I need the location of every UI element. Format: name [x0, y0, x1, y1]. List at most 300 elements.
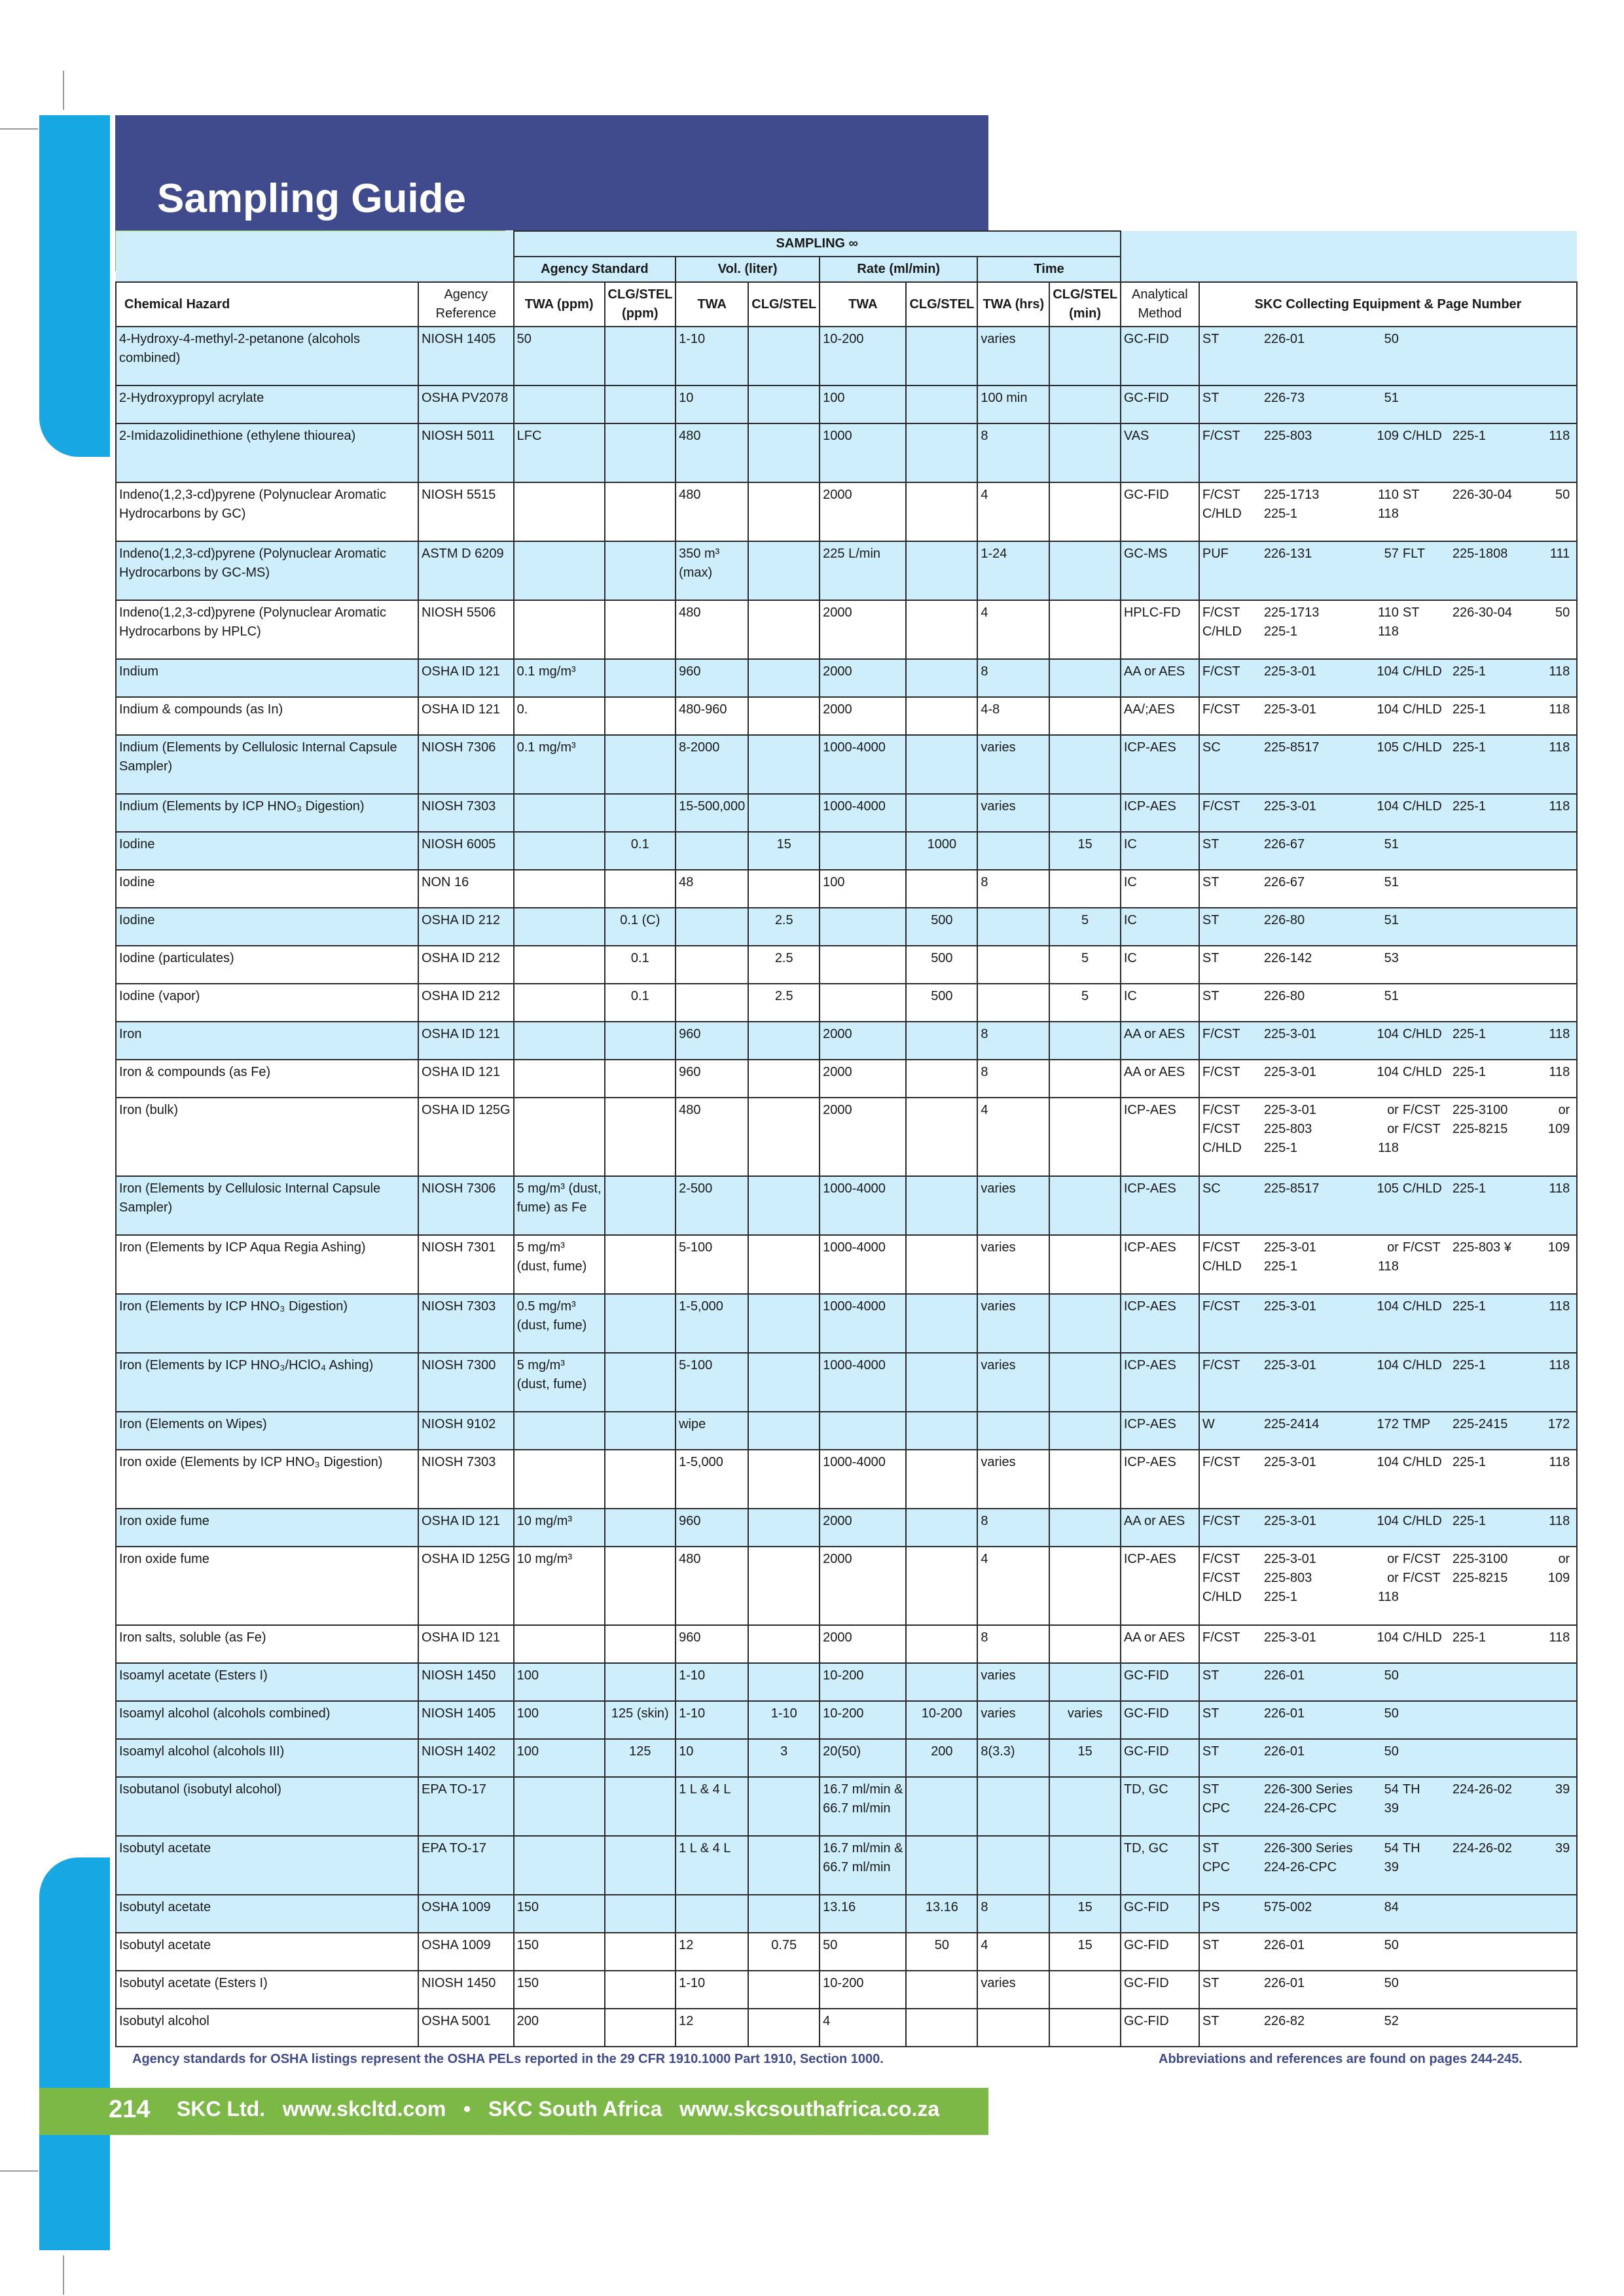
equipment-item: 225-2414 [1263, 1417, 1320, 1431]
equipment-item: 575-002 [1263, 1900, 1312, 1914]
equipment-item: 225-2415 [1452, 1417, 1508, 1431]
clg-stel-cell [605, 1509, 676, 1547]
equipment-item: W [1202, 1417, 1215, 1431]
equipment-item: F/CST [1202, 1514, 1240, 1528]
equipment-item: 118 [1549, 1065, 1570, 1079]
equipment-item: 118 [1549, 1630, 1570, 1645]
vol-clg-cell [748, 735, 820, 794]
table-row [116, 1022, 1577, 1060]
table-row [116, 1777, 1577, 1836]
vol-twa-cell [676, 946, 748, 984]
equipment-cell [1199, 1895, 1577, 1933]
equipment-item [1548, 1974, 1574, 1993]
equipment-item: 225-3-01 [1263, 1103, 1316, 1117]
time-twa-cell: 8 [977, 1509, 1049, 1547]
rate-twa-cell: 4 [820, 2009, 906, 2047]
vol-twa-cell: 12 [676, 2009, 748, 2047]
time-clg-cell [1049, 386, 1121, 423]
agency-ref-cell: NIOSH 7303 [418, 1294, 514, 1353]
clg-stel-cell [605, 386, 676, 423]
time-twa-cell: 1-24 [977, 541, 1049, 600]
equipment-item [1548, 505, 1574, 524]
equipment-item: or [1387, 1103, 1399, 1117]
agency-ref-cell: NON 16 [418, 870, 514, 908]
equipment-item: 39 [1384, 1860, 1399, 1874]
equipment-cell [1199, 794, 1577, 832]
method-cell: GC-FID [1121, 1701, 1199, 1739]
twa-ppm-cell [514, 1060, 605, 1098]
sampling-table [115, 230, 1578, 2047]
equipment-item: F/CST [1202, 1065, 1240, 1079]
equipment-item: 225-1 [1452, 1514, 1487, 1528]
equipment-item: 225-8517 [1263, 1181, 1320, 1196]
time-clg-cell: 15 [1049, 832, 1121, 870]
equipment-item: F/CST [1202, 1027, 1240, 1041]
equipment-item: ST [1202, 1668, 1219, 1683]
rate-clg-cell: 500 [906, 908, 977, 946]
vol-clg-cell: 2.5 [748, 946, 820, 984]
method-cell: ICP-AES [1121, 1353, 1199, 1412]
clg-stel-cell: 0.1 [605, 832, 676, 870]
time-twa-cell: varies [977, 735, 1049, 794]
rate-clg-cell [906, 386, 977, 423]
twa-ppm-cell: 5 mg/m³ (dust, fume) [514, 1353, 605, 1412]
twa-ppm-cell [514, 908, 605, 946]
vol-twa-cell: 480 [676, 600, 748, 659]
equipment-item: 225-3-01 [1263, 1514, 1316, 1528]
equipment-cell [1199, 1412, 1577, 1450]
twa-ppm-cell [514, 600, 605, 659]
equipment-item: ST [1202, 989, 1219, 1003]
method-cell: GC-FID [1121, 1971, 1199, 2009]
equipment-item: 118 [1377, 507, 1399, 521]
method-cell: IC [1121, 832, 1199, 870]
equipment-item: 225-803 [1263, 1571, 1312, 1585]
equipment-item [1548, 1742, 1574, 1761]
agency-ref-cell: OSHA 5001 [418, 2009, 514, 2047]
rate-twa-cell [820, 946, 906, 984]
rate-clg-cell [906, 1777, 977, 1836]
time-clg-cell [1049, 659, 1121, 697]
twa-ppm-cell: 0. [514, 697, 605, 735]
equipment-item [1548, 1898, 1574, 1917]
equipment-cell [1199, 1294, 1577, 1353]
equipment-cell [1199, 1547, 1577, 1625]
equipment-item: 226-300 Series [1263, 1841, 1353, 1856]
equipment-item: 118 [1549, 664, 1570, 679]
method-cell: IC [1121, 870, 1199, 908]
equipment-item: 109 [1547, 1240, 1570, 1255]
clg-stel-cell [605, 1625, 676, 1663]
equipment-item: 39 [1555, 1782, 1570, 1797]
clg-stel-cell [605, 1450, 676, 1509]
chemical-cell: Isoamyl alcohol (alcohols III) [116, 1739, 418, 1777]
rate-clg-cell [906, 1625, 977, 1663]
equipment-item: 225-1 [1452, 1358, 1487, 1372]
table-row [116, 1663, 1577, 1701]
equipment-item [1453, 389, 1548, 408]
time-twa-cell [977, 908, 1049, 946]
rate-twa-cell: 1000-4000 [820, 1450, 906, 1509]
equipment-item: 51 [1384, 989, 1399, 1003]
agency-ref-cell: NIOSH 7306 [418, 735, 514, 794]
clg-stel-cell [605, 1022, 676, 1060]
equipment-item: 225-1 [1452, 429, 1487, 443]
rate-twa-cell: 20(50) [820, 1739, 906, 1777]
equipment-item: 118 [1549, 799, 1570, 814]
crop-mark [63, 2255, 64, 2295]
equipment-item [1548, 1704, 1574, 1723]
chemical-cell: Indium & compounds (as In) [116, 697, 418, 735]
equipment-item: 39 [1384, 1801, 1399, 1816]
rate-twa-cell: 1000-4000 [820, 735, 906, 794]
vol-clg-cell [748, 1836, 820, 1895]
equipment-item: 226-80 [1263, 913, 1305, 927]
method-cell: AA or AES [1121, 1625, 1199, 1663]
agency-ref-cell: NIOSH 1405 [418, 1701, 514, 1739]
rate-clg-cell [906, 1235, 977, 1294]
twa-ppm-cell: 150 [514, 1933, 605, 1971]
rate-twa-cell: 1000-4000 [820, 794, 906, 832]
vol-clg-cell [748, 600, 820, 659]
method-cell: ICP-AES [1121, 1235, 1199, 1294]
agency-ref-cell: OSHA ID 212 [418, 908, 514, 946]
equipment-item: or [1387, 1240, 1399, 1255]
agency-standard-header: Agency Standard [514, 257, 676, 282]
time-twa-cell: 8 [977, 870, 1049, 908]
table-row [116, 697, 1577, 735]
equipment-item: F/CST [1202, 1103, 1240, 1117]
twa-ppm-cell [514, 1098, 605, 1176]
clg-stel-cell: 125 (skin) [605, 1701, 676, 1739]
equipment-item: 225-1713 [1263, 488, 1320, 502]
table-row [116, 482, 1577, 541]
col-equipment: SKC Collecting Equipment & Page Number [1199, 282, 1577, 327]
rate-clg-cell [906, 2009, 977, 2047]
time-clg-cell [1049, 1450, 1121, 1509]
method-cell: HPLC-FD [1121, 600, 1199, 659]
time-twa-cell: varies [977, 1663, 1049, 1701]
equipment-cell [1199, 386, 1577, 423]
vol-twa-cell: 480 [676, 482, 748, 541]
twa-ppm-cell: 5 mg/m³ (dust, fume) as Fe [514, 1176, 605, 1235]
equipment-item: 104 [1377, 1630, 1399, 1645]
rate-twa-cell: 16.7 ml/min & 66.7 ml/min [820, 1836, 906, 1895]
method-cell: AA/;AES [1121, 697, 1199, 735]
rate-clg-cell [906, 1663, 977, 1701]
equipment-item [1403, 1936, 1453, 1955]
clg-stel-cell [605, 1294, 676, 1353]
vol-twa-cell: 1-10 [676, 1701, 748, 1739]
time-twa-cell: varies [977, 1450, 1049, 1509]
method-cell: AA or AES [1121, 659, 1199, 697]
equipment-item: 225-3-01 [1263, 702, 1316, 717]
twa-ppm-cell: 50 [514, 327, 605, 386]
equipment-item: 225-3-01 [1263, 1455, 1316, 1469]
equipment-item [1403, 949, 1453, 968]
equipment-item [1548, 1139, 1574, 1158]
table-row [116, 1547, 1577, 1625]
rate-clg-cell [906, 794, 977, 832]
equipment-item: F/CST [1202, 664, 1240, 679]
equipment-cell [1199, 541, 1577, 600]
equipment-item [1403, 911, 1453, 930]
agency-ref-cell: NIOSH 7300 [418, 1353, 514, 1412]
agency-ref-cell: NIOSH 1450 [418, 1663, 514, 1701]
vol-twa-cell: 960 [676, 1022, 748, 1060]
agency-ref-cell: OSHA 1009 [418, 1895, 514, 1933]
equipment-cell [1199, 2009, 1577, 2047]
equipment-item: F/CST [1202, 1299, 1240, 1314]
equipment-item [1548, 949, 1574, 968]
equipment-item: 104 [1377, 1299, 1399, 1314]
equipment-item: 225-3100 [1452, 1103, 1508, 1117]
equipment-item [1453, 835, 1548, 854]
chemical-cell: Iron oxide fume [116, 1547, 418, 1625]
vol-twa-cell: 960 [676, 1509, 748, 1547]
table-row [116, 1353, 1577, 1412]
equipment-item: 225-1 [1263, 624, 1298, 639]
equipment-item: 39 [1555, 1841, 1570, 1856]
equipment-item: C/HLD [1202, 1259, 1242, 1274]
equipment-item: C/HLD [1402, 1299, 1442, 1314]
clg-stel-cell [605, 697, 676, 735]
time-twa-cell: 4 [977, 1098, 1049, 1176]
vol-twa-cell: 1 L & 4 L [676, 1777, 748, 1836]
equipment-item: ST [1202, 951, 1219, 965]
rate-twa-cell: 2000 [820, 1509, 906, 1547]
rate-clg-cell: 500 [906, 984, 977, 1022]
equipment-item: 50 [1384, 1938, 1399, 1952]
col-twa-ppm: TWA (ppm) [514, 282, 605, 327]
equipment-item: ST [1402, 605, 1420, 620]
time-twa-cell: varies [977, 1235, 1049, 1294]
table-row [116, 832, 1577, 870]
equipment-item: 118 [1549, 740, 1570, 755]
equipment-item: 224-26-02 [1452, 1841, 1513, 1856]
equipment-item: 226-01 [1263, 332, 1305, 346]
equipment-item: ST [1202, 1706, 1219, 1721]
chemical-cell: Iron (Elements by ICP Aqua Regia Ashing) [116, 1235, 418, 1294]
equipment-item [1403, 1858, 1453, 1877]
chemical-cell: Isoamyl acetate (Esters I) [116, 1663, 418, 1701]
equipment-item: 104 [1377, 702, 1399, 717]
equipment-item: 225-3-01 [1263, 1630, 1316, 1645]
vol-clg-cell [748, 1895, 820, 1933]
rate-clg-cell [906, 1412, 977, 1450]
chemical-cell: Indeno(1,2,3-cd)pyrene (Polynuclear Aromatic Hydrocarbons by HPLC) [116, 600, 418, 659]
clg-stel-cell [605, 1060, 676, 1098]
equipment-cell [1199, 1098, 1577, 1176]
clg-stel-cell: 0.1 [605, 984, 676, 1022]
twa-ppm-cell: 0.1 mg/m³ [514, 735, 605, 794]
vol-twa-cell: 10 [676, 1739, 748, 1777]
equipment-item: 118 [1549, 1181, 1570, 1196]
equipment-item: 225-3-01 [1263, 799, 1316, 814]
equipment-item: 172 [1377, 1417, 1399, 1431]
method-cell: GC-FID [1121, 1739, 1199, 1777]
equipment-item: FLT [1402, 547, 1425, 561]
vol-clg-cell [748, 1098, 820, 1176]
method-cell: AA or AES [1121, 1509, 1199, 1547]
vol-twa-cell: 480-960 [676, 697, 748, 735]
clg-stel-cell [605, 423, 676, 482]
equipment-item: F/CST [1402, 1122, 1441, 1136]
equipment-item: 225-3-01 [1263, 1358, 1316, 1372]
clg-stel-cell [605, 2009, 676, 2047]
agency-ref-cell: NIOSH 1450 [418, 1971, 514, 2009]
equipment-item: 225-8215 [1452, 1571, 1508, 1585]
equipment-item [1403, 389, 1453, 408]
equipment-item [1453, 1742, 1548, 1761]
rate-twa-cell: 13.16 [820, 1895, 906, 1933]
method-cell: GC-FID [1121, 386, 1199, 423]
time-twa-cell: 8 [977, 1060, 1049, 1098]
equipment-item: 224-26-02 [1452, 1782, 1513, 1797]
agency-ref-cell: OSHA ID 121 [418, 1022, 514, 1060]
chemical-cell: Isobutyl acetate [116, 1933, 418, 1971]
chemical-cell: Iron oxide (Elements by ICP HNO₃ Digestion) [116, 1450, 418, 1509]
equipment-item [1453, 911, 1548, 930]
chemical-cell: Isoamyl alcohol (alcohols combined) [116, 1701, 418, 1739]
equipment-item: 57 [1384, 547, 1399, 561]
equipment-item [1453, 1257, 1548, 1276]
equipment-item: 118 [1549, 1514, 1570, 1528]
table-row [116, 1294, 1577, 1353]
method-cell: ICP-AES [1121, 735, 1199, 794]
time-twa-cell: varies [977, 1353, 1049, 1412]
vol-clg-cell [748, 1971, 820, 2009]
equipment-item: 104 [1377, 1455, 1399, 1469]
clg-stel-cell [605, 1098, 676, 1176]
chemical-cell: 4-Hydroxy-4-methyl-2-petanone (alcohols combined) [116, 327, 418, 386]
time-twa-cell: 8 [977, 1895, 1049, 1933]
chemical-cell: Iron salts, soluble (as Fe) [116, 1625, 418, 1663]
time-twa-cell: varies [977, 1176, 1049, 1235]
equipment-item [1403, 1742, 1453, 1761]
vol-clg-cell [748, 386, 820, 423]
equipment-item: 226-30-04 [1452, 488, 1513, 502]
time-twa-cell [977, 1412, 1049, 1450]
twa-ppm-cell: 100 [514, 1663, 605, 1701]
equipment-item: or [1387, 1122, 1399, 1136]
equipment-item: 226-01 [1263, 1706, 1305, 1721]
agency-ref-cell: NIOSH 1402 [418, 1739, 514, 1777]
twa-ppm-cell [514, 541, 605, 600]
clg-stel-cell [605, 600, 676, 659]
twa-ppm-cell [514, 1412, 605, 1450]
rate-twa-cell: 2000 [820, 1098, 906, 1176]
vol-clg-cell [748, 482, 820, 541]
chemical-cell: Iron (Elements by Cellulosic Internal Capsule Sampler) [116, 1176, 418, 1235]
equipment-item: 225-1 [1452, 664, 1487, 679]
vol-clg-cell: 1-10 [748, 1701, 820, 1739]
table-row [116, 984, 1577, 1022]
equipment-item: 104 [1377, 1358, 1399, 1372]
vol-twa-cell: wipe [676, 1412, 748, 1450]
vol-twa-cell: 480 [676, 1098, 748, 1176]
table-row [116, 1895, 1577, 1933]
twa-ppm-cell [514, 1777, 605, 1836]
equipment-item: F/CST [1202, 1358, 1240, 1372]
col-chemical-hazard: Chemical Hazard [116, 282, 418, 327]
vol-twa-cell: 12 [676, 1933, 748, 1971]
rate-twa-cell: 16.7 ml/min & 66.7 ml/min [820, 1777, 906, 1836]
time-twa-cell [977, 984, 1049, 1022]
time-clg-cell [1049, 794, 1121, 832]
equipment-item: F/CST [1202, 488, 1240, 502]
agency-ref-cell: NIOSH 7306 [418, 1176, 514, 1235]
table-row [116, 1625, 1577, 1663]
twa-ppm-cell: 10 mg/m³ [514, 1509, 605, 1547]
vol-clg-cell [748, 327, 820, 386]
equipment-item: 118 [1549, 1358, 1570, 1372]
method-cell: ICP-AES [1121, 1098, 1199, 1176]
equipment-item [1403, 835, 1453, 854]
equipment-item: 225-1 [1452, 799, 1487, 814]
rate-twa-cell [820, 908, 906, 946]
time-clg-cell [1049, 1663, 1121, 1701]
time-clg-cell [1049, 1547, 1121, 1625]
clg-stel-cell [605, 1663, 676, 1701]
equipment-item: 110 [1377, 488, 1399, 502]
vol-clg-cell [748, 870, 820, 908]
clg-stel-cell: 0.1 (C) [605, 908, 676, 946]
table-row [116, 1450, 1577, 1509]
twa-ppm-cell: 150 [514, 1971, 605, 2009]
time-clg-cell [1049, 1098, 1121, 1176]
chemical-cell: Isobutyl acetate (Esters I) [116, 1971, 418, 2009]
method-cell: ICP-AES [1121, 1176, 1199, 1235]
equipment-cell [1199, 1739, 1577, 1777]
rate-twa-cell: 2000 [820, 1547, 906, 1625]
chemical-cell: Iodine [116, 870, 418, 908]
method-cell: ICP-AES [1121, 1450, 1199, 1509]
crop-mark [63, 71, 64, 110]
equipment-item [1403, 1139, 1453, 1158]
time-twa-cell [977, 832, 1049, 870]
vol-clg-cell [748, 794, 820, 832]
equipment-item [1403, 1898, 1453, 1917]
equipment-item: 51 [1384, 837, 1399, 852]
equipment-cell [1199, 1836, 1577, 1895]
time-twa-cell: 8 [977, 423, 1049, 482]
equipment-item: SC [1202, 1181, 1221, 1196]
vol-twa-cell: 1-5,000 [676, 1294, 748, 1353]
agency-ref-cell: OSHA ID 121 [418, 697, 514, 735]
equipment-cell [1199, 697, 1577, 735]
table-row [116, 659, 1577, 697]
method-cell: TD, GC [1121, 1777, 1199, 1836]
equipment-item: 225-1 [1452, 1455, 1487, 1469]
col-agency-reference: Agency Reference [418, 282, 514, 327]
vol-twa-cell: 5-100 [676, 1235, 748, 1294]
method-cell: ICP-AES [1121, 1547, 1199, 1625]
rate-twa-cell: 225 L/min [820, 541, 906, 600]
rate-twa-cell: 10-200 [820, 1663, 906, 1701]
equipment-cell [1199, 984, 1577, 1022]
clg-stel-cell [605, 541, 676, 600]
vol-clg-cell [748, 697, 820, 735]
agency-ref-cell: OSHA ID 121 [418, 1509, 514, 1547]
twa-ppm-cell: 100 [514, 1739, 605, 1777]
equipment-item [1453, 1799, 1548, 1818]
col-rate-clg: CLG/STEL [906, 282, 977, 327]
method-cell: TD, GC [1121, 1836, 1199, 1895]
rate-clg-cell [906, 1098, 977, 1176]
equipment-item [1453, 2012, 1548, 2031]
rate-twa-cell: 10-200 [820, 1971, 906, 2009]
